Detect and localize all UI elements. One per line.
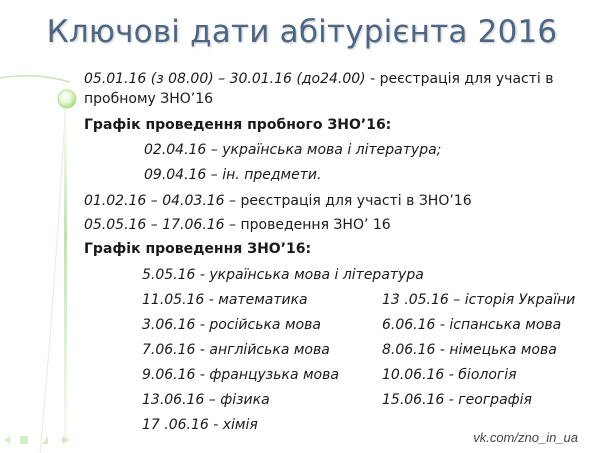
- main-registration-line: [84, 192, 472, 210]
- main-schedule-heading: Графік проведення ЗНО’16:: [84, 241, 312, 257]
- slide-title: Ключові дати абітурієнта 2016: [46, 14, 558, 50]
- schedule-item-right: 8.06.16 - німецька мова: [382, 342, 557, 358]
- main-period-dates: 05.05.16 – 17.06.16: [84, 217, 225, 233]
- trial-registration-line: [84, 70, 553, 88]
- schedule-item-left: 3.06.16 - російська мова: [142, 317, 321, 333]
- schedule-item-left: 9.06.16 - французька мова: [142, 367, 339, 383]
- main-period-text: – проведення ЗНО’ 16: [224, 217, 391, 233]
- schedule-item-right: 15.06.16 - географія: [382, 392, 532, 408]
- trial-registration-text: - реєстрація для участі в: [365, 71, 554, 87]
- decorative-arc: [40, 100, 66, 453]
- decorative-curve: [0, 76, 70, 82]
- decorative-bubble-icon: [58, 90, 76, 108]
- schedule-item-left: 13.06.16 – фізика: [142, 392, 270, 408]
- decorative-vertical-bar: [64, 100, 67, 440]
- schedule-item-left: 17 .06.16 - хімія: [142, 417, 258, 433]
- trial-schedule-heading: Графік проведення пробного ЗНО’16:: [84, 117, 392, 133]
- schedule-item-right: 6.06.16 - іспанська мова: [382, 317, 562, 333]
- trial-item: 02.04.16 – українська мова і література;: [144, 142, 442, 158]
- main-period-line: [84, 216, 391, 234]
- schedule-item-right: 13 .05.16 – історія України: [382, 292, 576, 308]
- schedule-item-right: 10.06.16 - біологія: [382, 367, 517, 383]
- main-registration-text: – реєстрація для участі в ЗНО’16: [224, 193, 472, 209]
- trial-registration-dates: 05.01.16 (з 08.00) – 30.01.16 (до24.00): [84, 71, 366, 87]
- schedule-item-left: 5.05.16 - українська мова і література: [142, 267, 424, 283]
- schedule-item-left: 7.06.16 - англійська мова: [142, 342, 330, 358]
- trial-item: 09.04.16 – ін. предмети.: [144, 167, 322, 183]
- trial-registration-line-2: пробному ЗНО’16: [84, 91, 214, 107]
- main-registration-dates: 01.02.16 – 04.03.16: [84, 193, 225, 209]
- decorative-footer-arrows: [4, 436, 70, 444]
- watermark-link: vk.com/zno_in_ua: [473, 430, 578, 445]
- schedule-item-left: 11.05.16 - математика: [142, 292, 308, 308]
